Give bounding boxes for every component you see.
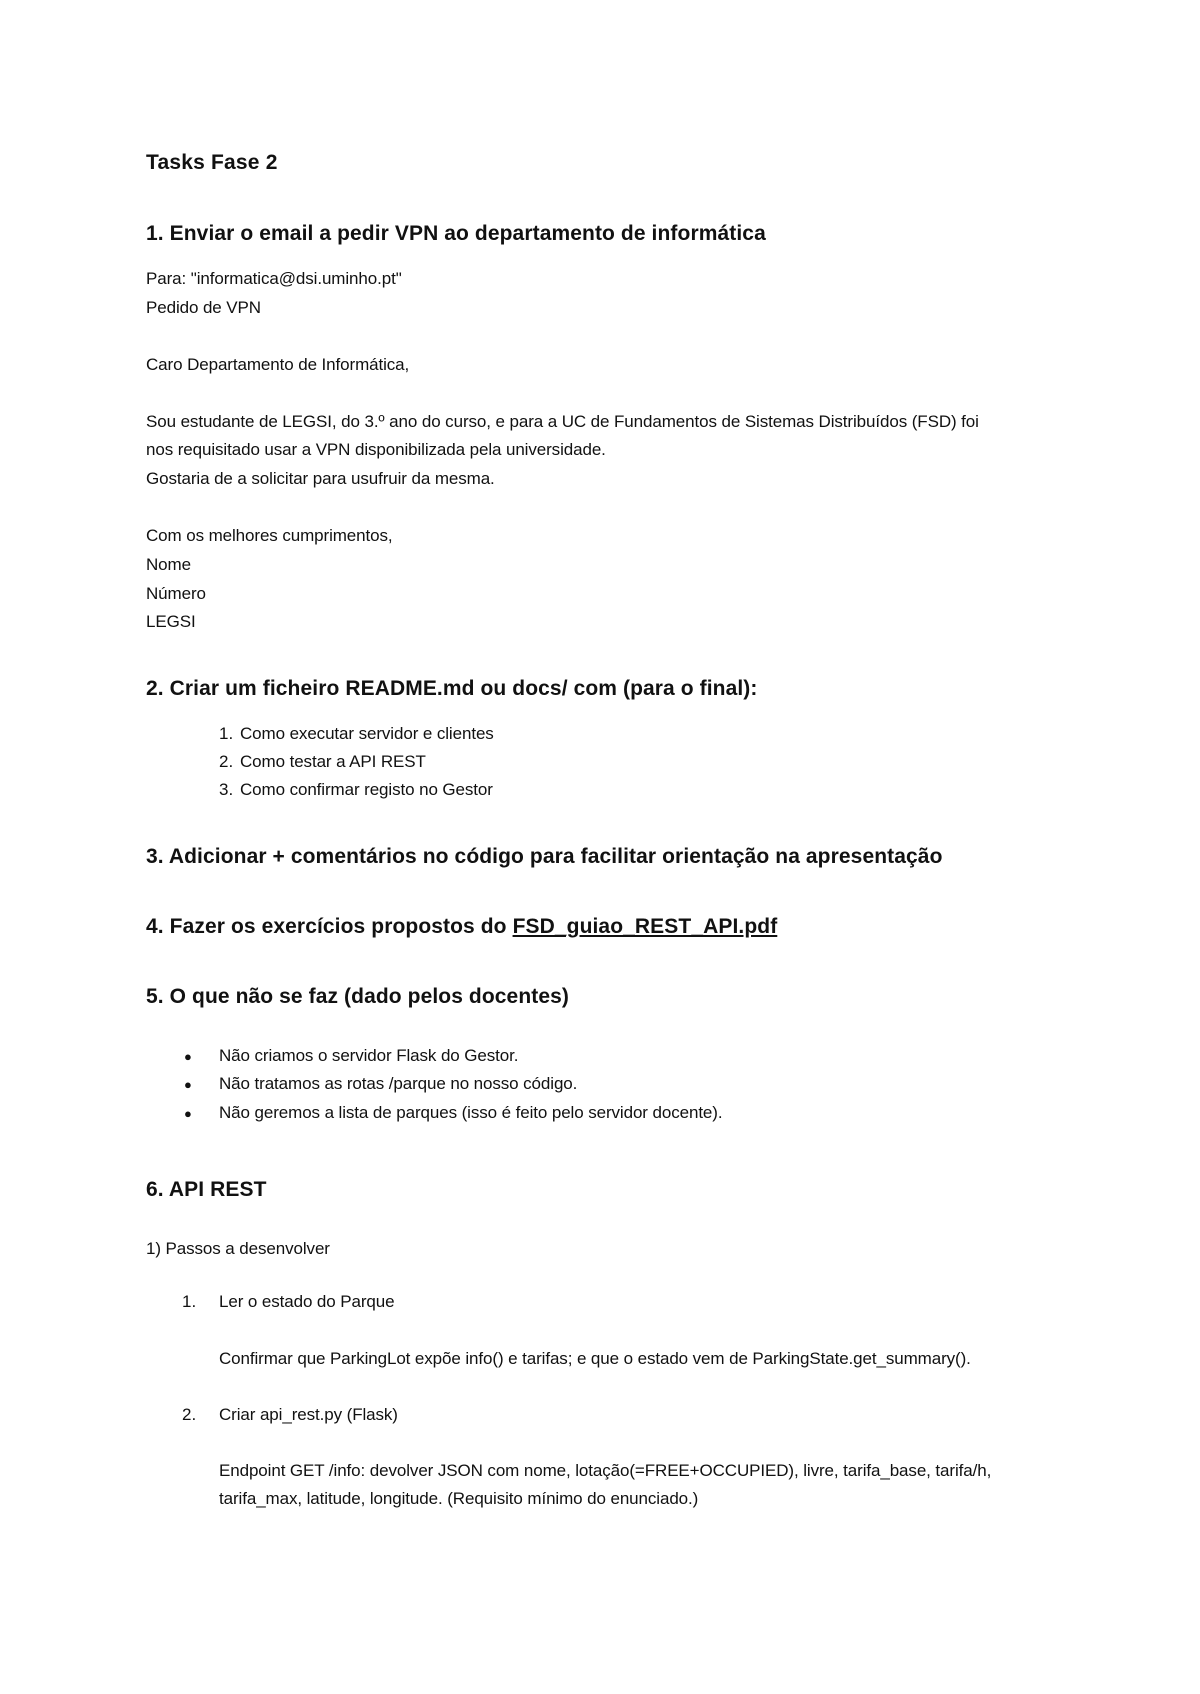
section-2-heading: 2. Criar um ficheiro README.md ou docs/ com (para o final): (146, 677, 758, 700)
list-item: Como testar a API REST (240, 752, 426, 771)
list-item: Não geremos a lista de parques (isso é feito pelo servidor docente). (219, 1103, 723, 1122)
subsection-heading: 1) Passos a desenvolver (146, 1239, 330, 1258)
email-closing: Com os melhores cumprimentos, (146, 526, 393, 545)
section-4-heading (146, 915, 777, 939)
step-description: Endpoint GET /info: devolver JSON com nome, lotação(=FREE+OCCUPIED), livre, tarifa_base, tarifa/h, (219, 1461, 992, 1480)
list-item: Como executar servidor e clientes (240, 724, 494, 743)
guide-pdf-link[interactable]: FSD_guiao_REST_API.pdf (512, 915, 778, 938)
list-item: Não criamos o servidor Flask do Gestor. (219, 1046, 519, 1065)
email-to-line: Para: "informatica@dsi.uminho.pt" (146, 269, 402, 288)
step-description: Confirmar que ParkingLot expõe info() e tarifas; e que o estado vem de ParkingState.get_summary(). (219, 1349, 971, 1368)
bullet-icon: ● (184, 1106, 192, 1121)
email-signature-number: Número (146, 584, 206, 603)
step-number: 2. (182, 1405, 197, 1424)
bullet-icon: ● (184, 1049, 192, 1064)
list-item: Não tratamos as rotas /parque no nosso código. (219, 1074, 578, 1093)
section-1-heading: 1. Enviar o email a pedir VPN ao departamento de informática (146, 222, 766, 245)
list-item: Como confirmar registo no Gestor (240, 780, 493, 799)
bullet-icon: ● (184, 1077, 192, 1092)
email-greeting: Caro Departamento de Informática, (146, 355, 410, 374)
email-body-line-1: Sou estudante de LEGSI, do 3.º ano do curso, e para a UC de Fundamentos de Sistemas Distribuídos (FSD) foi (146, 412, 979, 431)
step-number: 1. (182, 1292, 197, 1311)
email-subject-line: Pedido de VPN (146, 298, 261, 317)
list-item-number: 2. (219, 752, 234, 771)
email-body-line-2: nos requisitado usar a VPN disponibilizada pela universidade. (146, 440, 606, 459)
section-6-heading: 6. API REST (146, 1178, 267, 1201)
email-body-line-3: Gostaria de a solicitar para usufruir da mesma. (146, 469, 495, 488)
section-4-heading-text: 4. Fazer os exercícios propostos do (146, 915, 513, 938)
email-signature-name: Nome (146, 555, 191, 574)
step-title: Ler o estado do Parque (219, 1292, 395, 1311)
section-5-heading: 5. O que não se faz (dado pelos docentes) (146, 985, 570, 1008)
section-3-heading: 3. Adicionar + comentários no código para facilitar orientação na apresentação (146, 845, 943, 868)
step-description: tarifa_max, latitude, longitude. (Requisito mínimo do enunciado.) (219, 1489, 699, 1508)
list-item-number: 3. (219, 780, 234, 799)
email-signature-course: LEGSI (146, 612, 196, 631)
document-title: Tasks Fase 2 (146, 151, 278, 174)
list-item-number: 1. (219, 724, 234, 743)
step-title: Criar api_rest.py (Flask) (219, 1405, 398, 1424)
